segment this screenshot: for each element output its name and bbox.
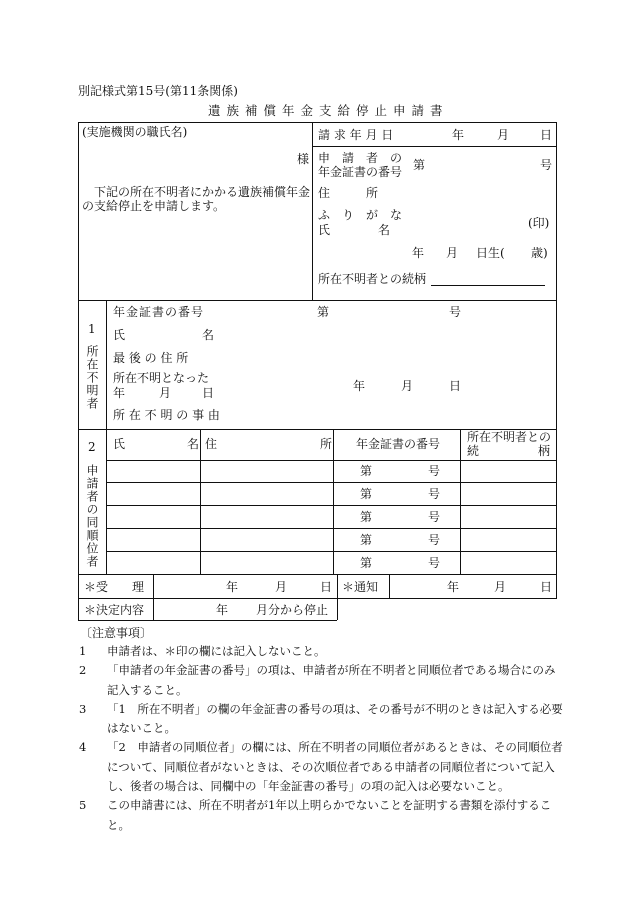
request-date-label: 請 求 年 月 日 <box>318 128 394 142</box>
applicant-cert-label-1: 申 請 者 の <box>318 151 403 165</box>
note-item: 4 「2 申請者の同順位者」の欄には、所在不明者の同順位者があるときは、その同順位者について、同順位者がないときは、その次順位者である申請者の同順位者について記入し、後者の場合は、同欄中の「年金証書の番号」の項の記入は必要ないこと。 <box>79 740 563 794</box>
birth-month: 月 <box>446 246 459 260</box>
section1-missing-date-label-2b: 月 <box>159 386 172 400</box>
sama-label: 様 <box>297 152 310 166</box>
section2-col-cert: 年金証書の番号 <box>356 437 441 451</box>
notice-day: 日 <box>540 580 553 594</box>
section1-missing-date-label-2c: 日 <box>202 386 215 400</box>
cert-go: 号 <box>428 556 441 570</box>
cert-dai: 第 <box>360 487 373 501</box>
received-label: ＊受 理 <box>84 580 145 594</box>
section1-vertical-label: 所在不明者 <box>85 345 99 410</box>
notes-list <box>79 642 563 835</box>
section1-missing-day: 日 <box>449 379 462 393</box>
notice-label: ＊通知 <box>342 580 379 594</box>
section1-missing-month: 月 <box>401 379 414 393</box>
note-item: 2 「申請者の年金証書の番号」の項は、申請者が所在不明者と同順位者である場合にのみ記入すること。 <box>79 663 556 697</box>
received-year: 年 <box>226 580 239 594</box>
birth-year: 年 <box>412 246 425 260</box>
applicant-cert-label-2: 年金証書の番号 <box>318 165 403 179</box>
statement-line-1: 下記の所在不明者にかかる遺族補償年金 <box>94 185 311 199</box>
section2-col-relation-2b: 柄 <box>538 444 551 458</box>
applicant-cert-dai: 第 <box>413 158 426 172</box>
section1-last-address-label: 最 後 の 住 所 <box>113 351 189 365</box>
decision-text: 月分から停止 <box>256 603 329 617</box>
birth-age: 歳) <box>531 246 548 260</box>
relation-underline <box>431 285 545 286</box>
section2-col-relation-2a: 続 <box>467 444 480 458</box>
form-number: 別記様式第15号(第11条関係) <box>78 84 238 98</box>
cert-go: 号 <box>428 510 441 524</box>
note-item: 5 この申請書には、所在不明者が1年以上明らかでないことを証明する書類を添付すること。 <box>79 798 552 832</box>
decision-year: 年 <box>216 603 229 617</box>
section2-col-relation-1: 所在不明者との <box>467 430 552 444</box>
relation-label: 所在不明者との続柄 <box>318 272 427 286</box>
form-title: 遺族補償年金支給停止申請書 <box>208 103 449 118</box>
section2-col-name-b: 名 <box>187 437 200 451</box>
section1-number: 1 <box>88 322 96 336</box>
section1-missing-date-label-1: 所在不明となった <box>113 371 210 385</box>
notice-year: 年 <box>447 580 460 594</box>
cert-dai: 第 <box>360 533 373 547</box>
note-item: 3 「1 所在不明者」の欄の年金証書の番号の項は、その番号が不明のときは記入する必要はないこと。 <box>79 701 563 736</box>
name-label: 氏 名 <box>318 223 391 237</box>
section1-missing-date-label-2a: 年 <box>113 386 126 400</box>
section1-missing-year: 年 <box>353 379 366 393</box>
cert-dai: 第 <box>360 510 373 524</box>
statement-line-2: の支給停止を申請します。 <box>82 199 226 213</box>
section2-col-address-a: 住 <box>205 437 218 451</box>
address-label: 住 所 <box>318 186 379 200</box>
section2-col-address-b: 所 <box>320 437 333 451</box>
section2-col-name-a: 氏 <box>113 437 126 451</box>
request-date-year: 年 <box>452 128 465 142</box>
section1-reason-label: 所 在 不 明 の 事 由 <box>113 408 220 422</box>
birth-day: 日生( <box>476 246 505 260</box>
section2-vertical-label: 申請者の同順位者 <box>85 464 99 568</box>
seal-mark: (印) <box>528 216 550 230</box>
cert-dai: 第 <box>360 556 373 570</box>
request-date-day: 日 <box>540 128 553 142</box>
note-item: 1 申請者は、＊印の欄には記入しないこと。 <box>79 644 326 658</box>
request-date-month: 月 <box>497 128 510 142</box>
applicant-cert-go: 号 <box>540 158 553 172</box>
cert-go: 号 <box>428 533 441 547</box>
institution-label: (実施機関の職氏名) <box>82 125 188 139</box>
section1-name-label-b: 名 <box>202 328 215 342</box>
notes-heading: 〔注意事項〕 <box>80 626 153 640</box>
received-month: 月 <box>275 580 288 594</box>
section1-cert-go: 号 <box>449 305 462 319</box>
notice-month: 月 <box>494 580 507 594</box>
decision-label: ＊決定内容 <box>84 603 145 617</box>
cert-go: 号 <box>428 464 441 478</box>
cert-dai: 第 <box>360 464 373 478</box>
furigana-label: ふ り が な <box>318 208 403 222</box>
section1-cert-dai: 第 <box>317 305 330 319</box>
section2-number: 2 <box>88 440 96 454</box>
received-day: 日 <box>320 580 333 594</box>
section1-cert-label: 年金証書の番号 <box>113 305 205 319</box>
section1-name-label-a: 氏 <box>113 328 126 342</box>
cert-go: 号 <box>428 487 441 501</box>
